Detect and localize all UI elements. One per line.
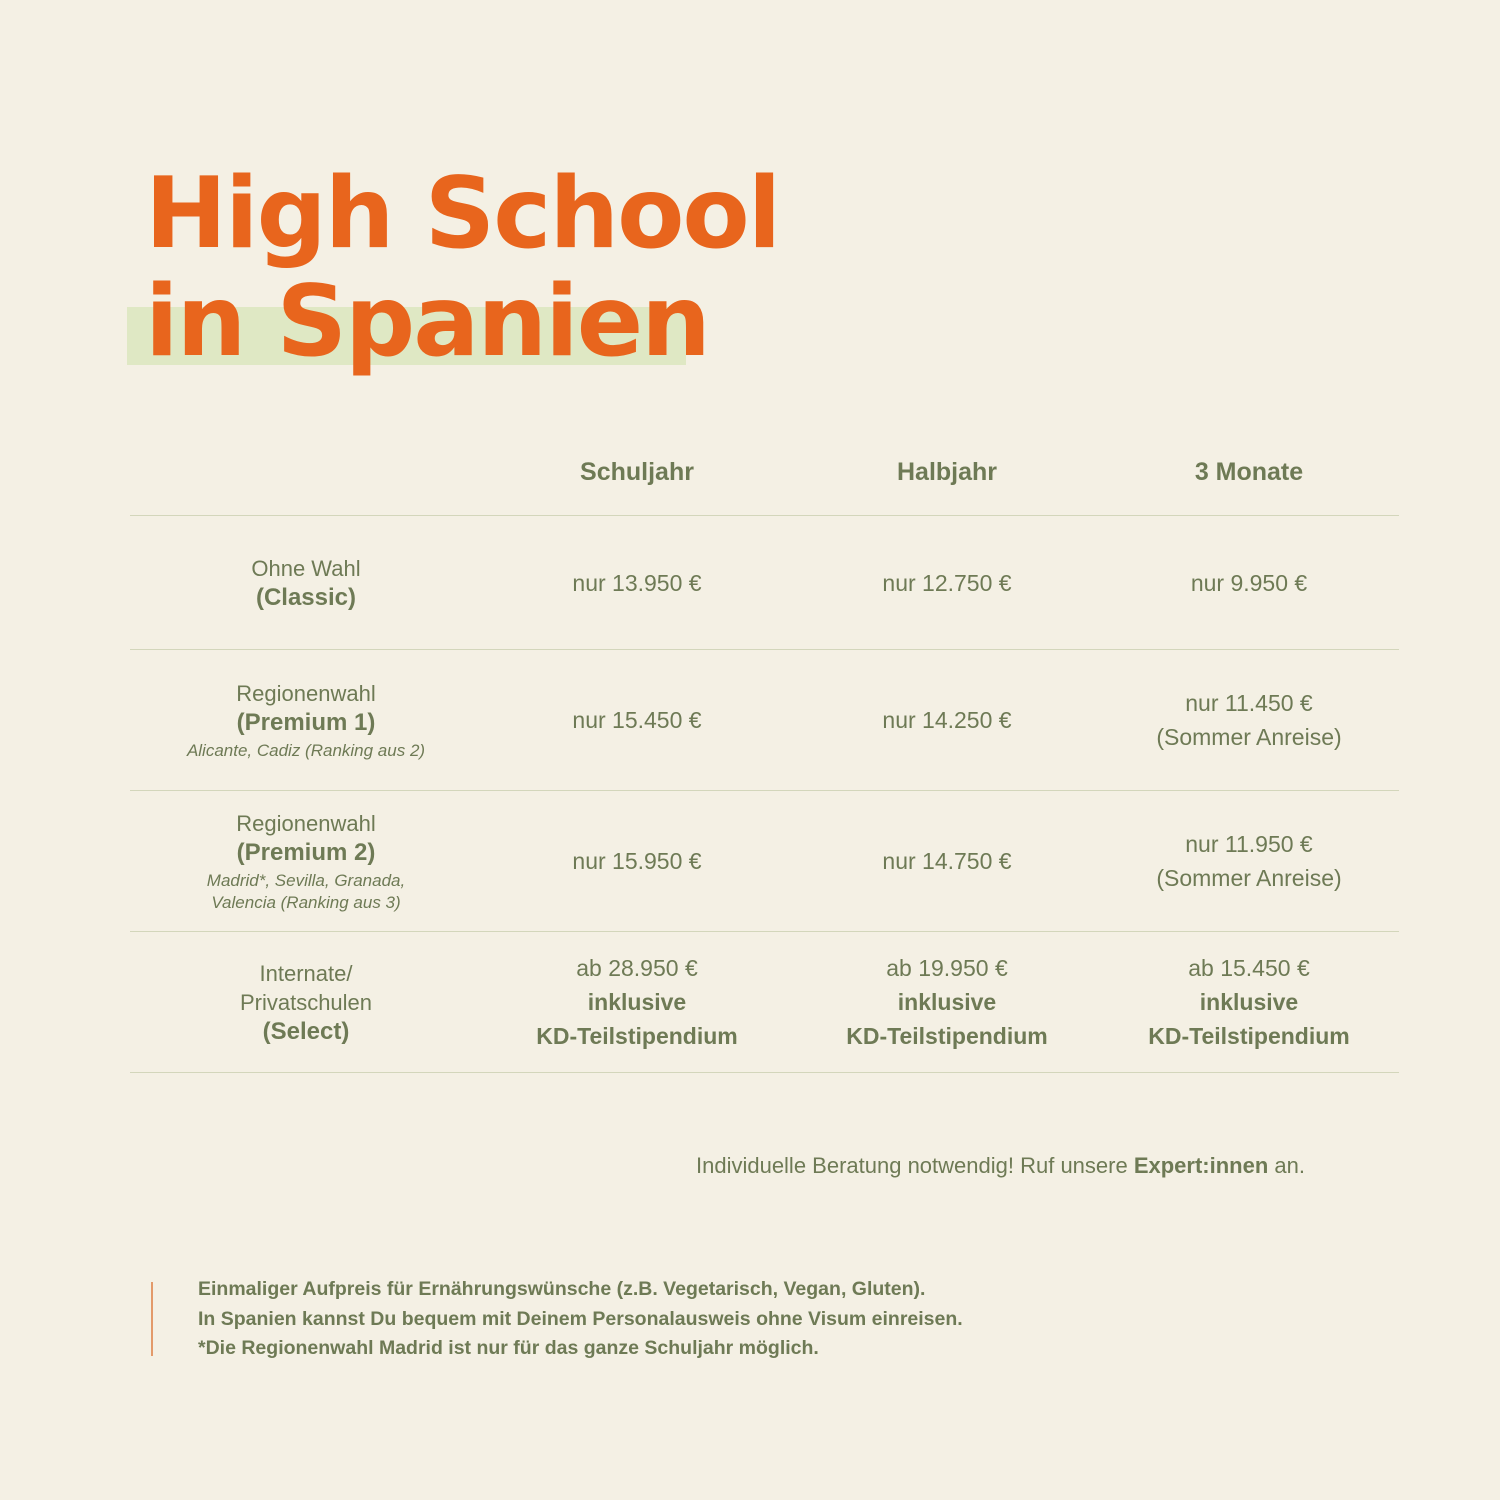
- price-cell: [807, 951, 1087, 1053]
- footnote-divider: [151, 1282, 153, 1356]
- page-title: [145, 157, 780, 379]
- table-row-premium-1: [130, 650, 1399, 791]
- row-label-tier: (Premium 1): [236, 708, 376, 736]
- price-cell: [502, 844, 772, 878]
- row-label: [130, 679, 482, 762]
- price-table: [130, 430, 1399, 1073]
- footnotes: [198, 1275, 963, 1364]
- price-value: nur 14.250 €: [882, 707, 1012, 733]
- row-label-tier: (Select): [262, 1017, 350, 1045]
- price-value: nur 11.950 €: [1185, 831, 1313, 857]
- price-extra: KD-Teilstipendium: [1148, 1023, 1350, 1049]
- table-header-row: [130, 430, 1399, 516]
- consultation-text: Individuelle Beratung notwendig! Ruf unsere: [695, 1153, 1134, 1178]
- table-row-classic: [130, 516, 1399, 650]
- price-cell: [807, 703, 1087, 737]
- price-note: (Sommer Anreise): [1156, 724, 1342, 750]
- row-label-sub: Madrid*, Sevilla, Granada,: [206, 870, 406, 890]
- title-line-2: in Spanien: [145, 265, 709, 379]
- price-extra: KD-Teilstipendium: [846, 1023, 1048, 1049]
- price-value: nur 15.950 €: [572, 848, 702, 874]
- price-value: nur 13.950 €: [572, 569, 702, 596]
- row-label-main: Regionenwahl: [236, 810, 376, 836]
- row-label: [130, 959, 482, 1046]
- price-inclusive: inklusive: [897, 989, 997, 1015]
- price-cell: [502, 951, 772, 1053]
- row-label-main: Privatschulen: [239, 989, 373, 1015]
- price-cell: [1099, 566, 1399, 600]
- price-cell: [807, 844, 1087, 878]
- row-label-tier: (Premium 2): [236, 838, 376, 866]
- row-label-main: Internate/: [259, 960, 353, 986]
- price-extra: KD-Teilstipendium: [536, 1023, 738, 1049]
- row-label-sub: Valencia (Ranking aus 3): [211, 892, 401, 912]
- price-value: ab 28.950 €: [576, 955, 698, 981]
- header-halbjahr: Halbjahr: [896, 458, 998, 486]
- price-cell: [807, 566, 1087, 600]
- price-value: nur 15.450 €: [572, 707, 702, 733]
- price-value: ab 15.450 €: [1188, 955, 1310, 981]
- consultation-note: [600, 1153, 1305, 1179]
- price-inclusive: inklusive: [587, 989, 687, 1015]
- row-label-sub: Alicante, Cadiz (Ranking aus 2): [186, 740, 426, 760]
- row-label: [130, 554, 482, 612]
- consultation-end: an.: [1268, 1153, 1305, 1178]
- footnote-line: Einmaliger Aufpreis für Ernährungswünsche (z.B. Vegetarisch, Vegan, Gluten).: [198, 1278, 926, 1300]
- price-cell: [502, 703, 772, 737]
- price-value: ab 19.950 €: [886, 955, 1008, 981]
- row-label-main: Regionenwahl: [236, 680, 376, 706]
- footnote-line: *Die Regionenwahl Madrid ist nur für das ganze Schuljahr möglich.: [198, 1337, 819, 1359]
- consultation-experts: Expert:innen: [1133, 1153, 1269, 1178]
- price-value: nur 9.950 €: [1190, 569, 1308, 596]
- price-cell: [1099, 686, 1399, 754]
- header-3-monate: 3 Monate: [1194, 458, 1304, 486]
- price-value: nur 12.750 €: [882, 569, 1012, 596]
- header-schuljahr: Schuljahr: [580, 458, 694, 486]
- price-cell: [1099, 827, 1399, 895]
- price-cell: [502, 566, 772, 600]
- footnote-line: In Spanien kannst Du bequem mit Deinem Personalausweis ohne Visum einreisen.: [198, 1307, 963, 1330]
- price-value: nur 11.450 €: [1185, 690, 1313, 716]
- price-note: (Sommer Anreise): [1156, 865, 1342, 891]
- row-label-main: Ohne Wahl: [251, 555, 361, 581]
- table-row-premium-2: [130, 791, 1399, 932]
- price-cell: [1099, 951, 1399, 1053]
- price-value: nur 14.750 €: [882, 848, 1012, 874]
- price-inclusive: inklusive: [1199, 989, 1299, 1015]
- table-row-select: [130, 932, 1399, 1073]
- title-line-1: High School: [145, 157, 780, 271]
- row-label-tier: (Classic): [255, 583, 357, 611]
- row-label: [130, 809, 482, 914]
